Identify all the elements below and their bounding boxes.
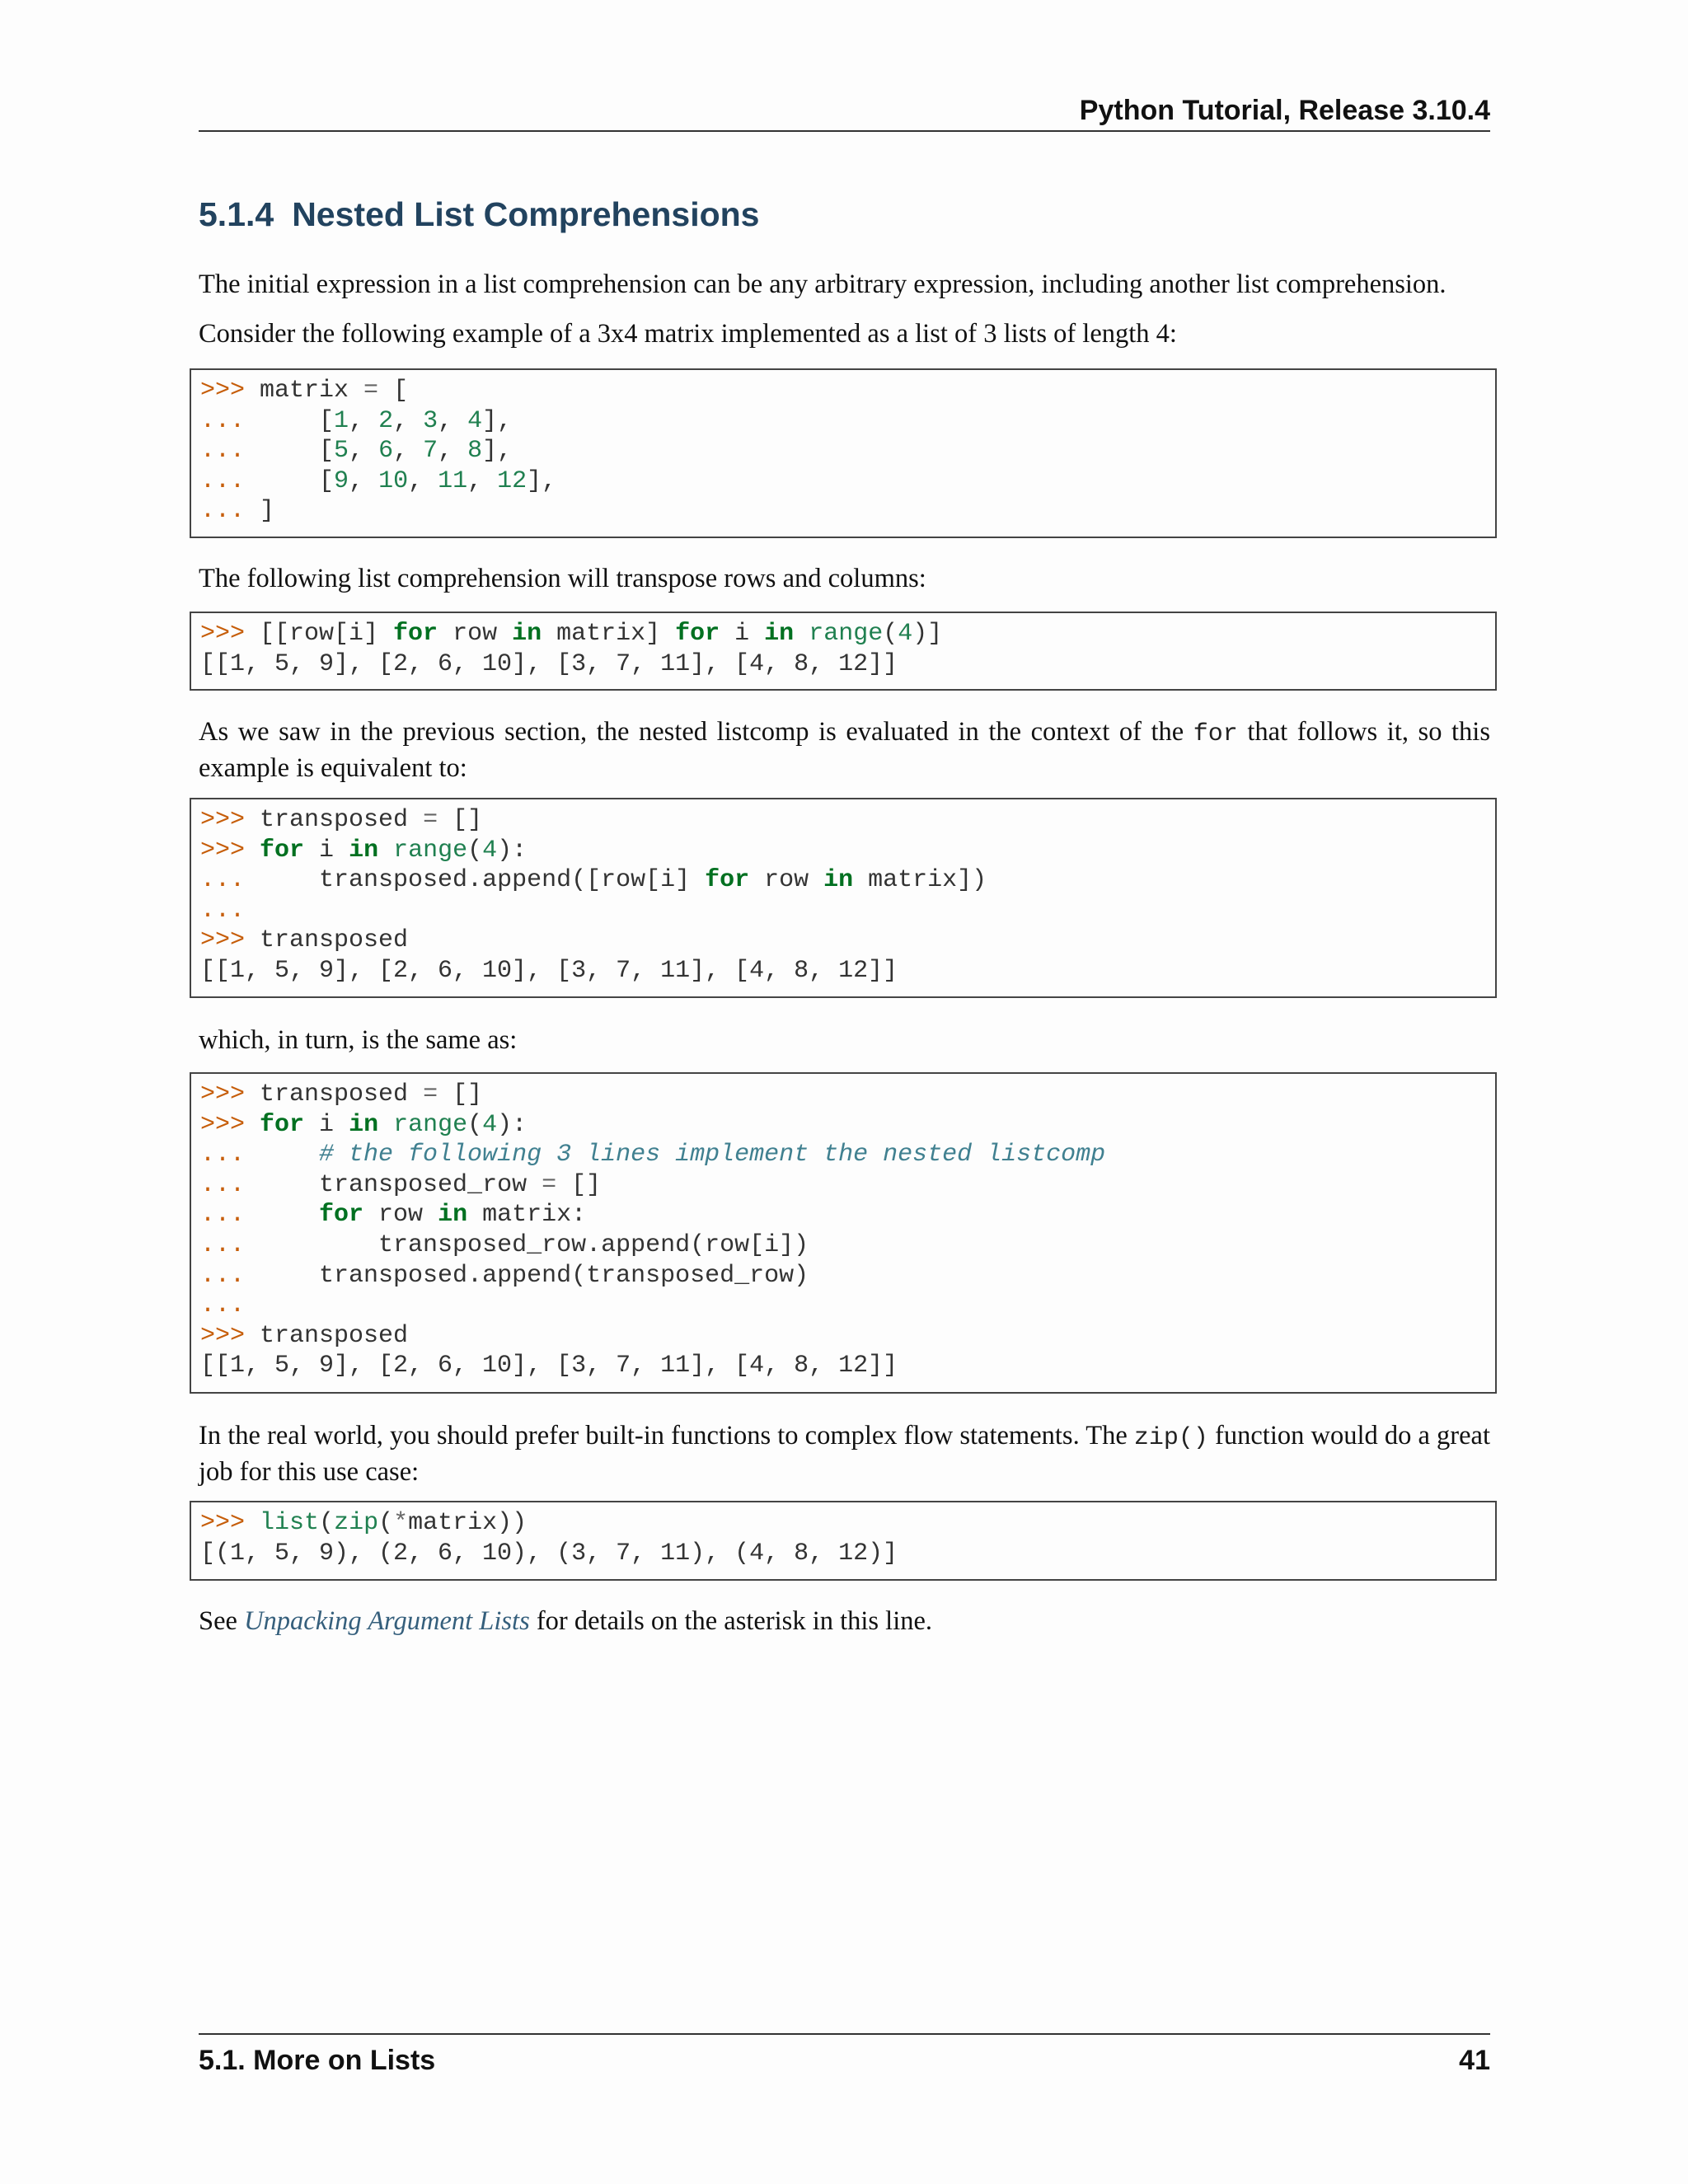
unpacking-argument-lists-link[interactable]: Unpacking Argument Lists [244, 1606, 530, 1636]
code-block-matrix[interactable] [190, 368, 1497, 538]
code-block-transpose-listcomp[interactable] [190, 612, 1497, 691]
document-page [199, 0, 1490, 2184]
code-line: [[1, 5, 9], [2, 6, 10], [3, 7, 11], [4, 8, 12]] [200, 649, 898, 678]
code-line: >>> list(zip(*matrix)) [200, 1509, 528, 1537]
paragraph-equivalent: As we saw in the previous section, the nested listcomp is evaluated in the context of the for that follows it, so this example is equivalent to: [199, 717, 1490, 783]
code-line: ... [5, 6, 7, 8], [200, 437, 513, 466]
code-line: ... [9, 10, 11, 12], [200, 466, 557, 495]
paragraph-transpose: The following list comprehension will transpose rows and columns: [199, 564, 926, 593]
code-line: ... # the following 3 lines implement the nested listcomp [200, 1141, 1106, 1169]
code-line: >>> matrix = [ [200, 377, 409, 405]
footer-section: 5.1. More on Lists [199, 2045, 436, 2076]
code-line: ... [1, 2, 3, 4], [200, 406, 513, 435]
code-block-transpose-nested-loop[interactable] [190, 1072, 1497, 1394]
code-line: [(1, 5, 9), (2, 6, 10), (3, 7, 11), (4, 8, 12)] [200, 1539, 898, 1568]
code-line: >>> transposed [200, 926, 409, 955]
code-line: >>> for i in range(4): [200, 1110, 528, 1139]
paragraph-see-also: See Unpacking Argument Lists for details on the asterisk in this line. [199, 1606, 933, 1636]
code-line: >>> transposed [200, 1321, 409, 1350]
code-line: [[1, 5, 9], [2, 6, 10], [3, 7, 11], [4, 8, 12]] [200, 1352, 898, 1380]
code-line: ... for row in matrix: [200, 1201, 587, 1230]
code-block-transpose-loop[interactable] [190, 798, 1497, 998]
code-line: ... [200, 896, 246, 925]
paragraph-real-world: In the real world, you should prefer built-in functions to complex flow statements. The zip() function would do a great job for this use case: [199, 1421, 1491, 1487]
section-title [199, 191, 759, 237]
code-line: ... transposed_row.append(row[i]) [200, 1230, 809, 1259]
paragraph-matrix-example: Consider the following example of a 3x4 matrix implemented as a list of 3 lists of length 4: [199, 319, 1177, 349]
running-header: Python Tutorial, Release 3.10.4 [1079, 95, 1490, 126]
code-line: ... transposed.append([row[i] for row in matrix]) [200, 866, 987, 895]
code-block-zip[interactable] [190, 1501, 1497, 1581]
header-rule [199, 130, 1490, 132]
code-line: >>> transposed = [] [200, 1080, 483, 1108]
code-line: ... ] [200, 497, 275, 526]
code-line: >>> [[row[i] for row in matrix] for i in range(4)] [200, 620, 943, 648]
footer-rule [199, 2033, 1490, 2035]
paragraph-intro: The initial expression in a list comprehension can be any arbitrary expression, including another list comprehension. [199, 269, 1447, 299]
inline-code-for: for [1193, 720, 1238, 748]
code-line: [[1, 5, 9], [2, 6, 10], [3, 7, 11], [4, 8, 12]] [200, 956, 898, 985]
inline-code-zip: zip() [1133, 1424, 1208, 1452]
section-number: 5.1.4 [199, 195, 274, 233]
code-line: >>> transposed = [] [200, 806, 483, 834]
page-number: 41 [1459, 2045, 1490, 2076]
paragraph-same-as: which, in turn, is the same as: [199, 1025, 518, 1055]
code-line: ... [200, 1291, 246, 1320]
code-line: ... transposed_row = [] [200, 1170, 602, 1199]
section-title-text: Nested List Comprehensions [292, 195, 760, 233]
code-line: ... transposed.append(transposed_row) [200, 1261, 809, 1290]
code-line: >>> for i in range(4): [200, 836, 528, 865]
